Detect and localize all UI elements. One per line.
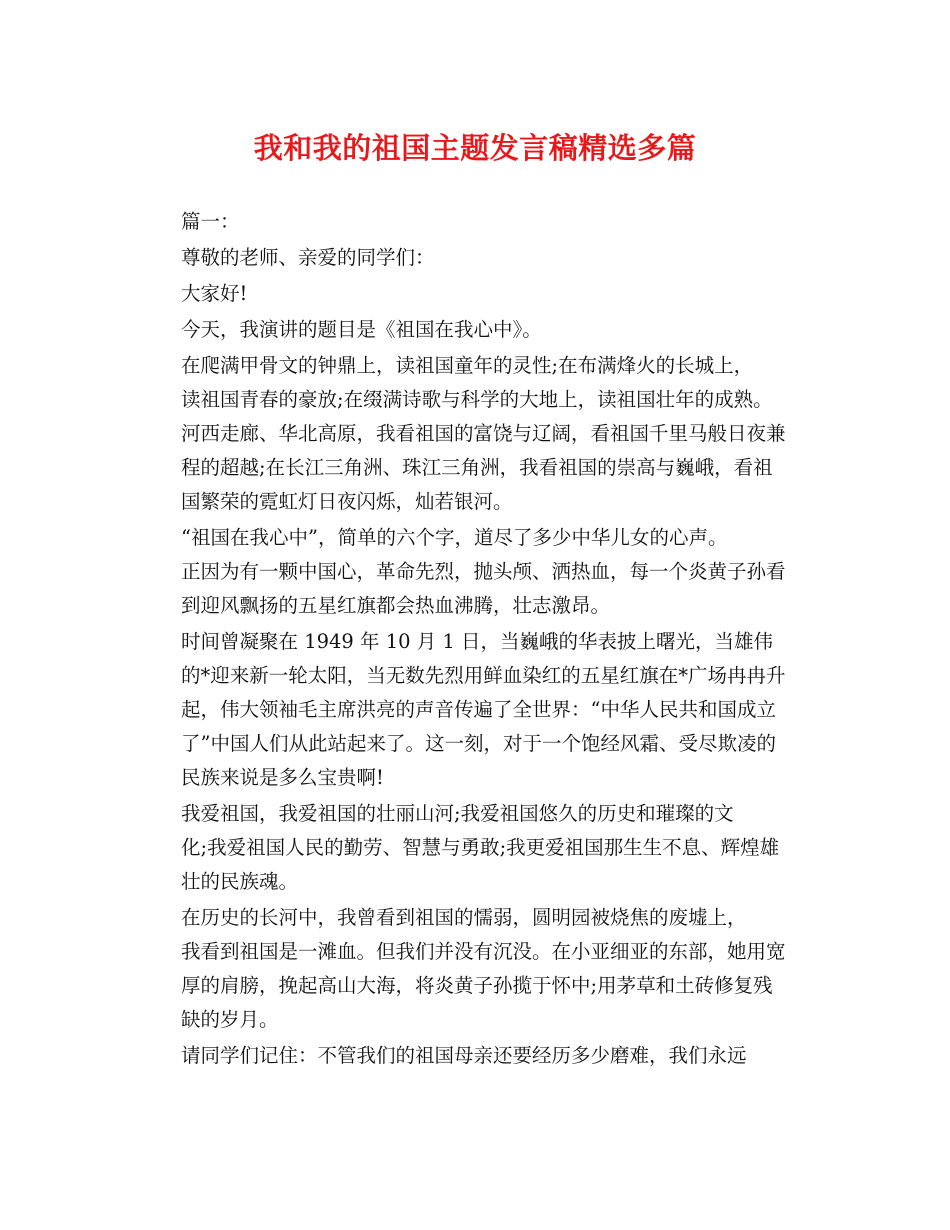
paragraph-line: “祖国在我心中”，简单的六个字，道尽了多少中华儿女的心声。 (181, 526, 728, 549)
paragraph (139, 205, 815, 239)
paragraph-line: 缺的岁月。 (181, 1008, 279, 1031)
paragraph-line: 国繁荣的霓虹灯日夜闪烁，灿若银河。 (181, 490, 513, 513)
paragraph-line: 程的超越;在长江三角洲、珠江三角洲，我看祖国的崇高与巍峨，看祖 (181, 456, 773, 479)
paragraph (139, 241, 815, 275)
paragraph-line: 的*迎来新一轮太阳，当无数先烈用鲜血染红的五星红旗在*广场冉冉升 (181, 664, 786, 687)
paragraph-line: 请同学们记住：不管我们的祖国母亲还要经历多少磨难，我们永远 (181, 1044, 747, 1067)
paragraph (139, 625, 815, 795)
paragraph-line: 河西走廊、华北高原，我看祖国的富饶与辽阔，看祖国千里马般日夜兼 (181, 422, 786, 445)
paragraph-line: 今天，我演讲的题目是《祖国在我心中》。 (181, 318, 542, 341)
paragraph-line: 壮的民族魂。 (181, 870, 299, 893)
paragraph (139, 521, 815, 623)
paragraph (139, 797, 815, 899)
paragraph-line: 大家好! (181, 282, 248, 305)
paragraph-line: 我看到祖国是一滩血。但我们并没有沉没。在小亚细亚的东部，她用宽 (181, 940, 786, 963)
paragraph-line: 在爬满甲骨文的钟鼎上，读祖国童年的灵性;在布满烽火的长城上， (181, 354, 754, 377)
paragraph-line: 尊敬的老师、亲爱的同学们： (181, 246, 435, 269)
paragraph-line: 读祖国青春的豪放;在缀满诗歌与科学的大地上，读祖国壮年的成熟。 (181, 388, 773, 411)
paragraph-line: 正因为有一颗中国心，革命先烈，抛头颅、洒热血，每一个炎黄子孙看 (181, 560, 786, 583)
paragraph (139, 349, 815, 519)
paragraph (139, 313, 815, 347)
paragraph-line: 化;我爱祖国人民的勤劳、智慧与勇敢;我更爱祖国那生生不息、辉煌雄 (181, 836, 780, 859)
paragraph (139, 901, 815, 1037)
paragraph (139, 277, 815, 311)
paragraph-line: 厚的肩膀，挽起高山大海，将炎黄子孙揽于怀中;用茅草和土砖修复残 (181, 974, 773, 997)
paragraph-line: 了”中国人们从此站起来了。这一刻，对于一个饱经风霜、受尽欺凌的 (181, 732, 776, 755)
paragraph-line: 到迎风飘扬的五星红旗都会热血沸腾，壮志激昂。 (181, 594, 611, 617)
paragraph-line: 时间曾凝聚在 1949 年 10 月 1 日，当巍峨的华表披上曙光，当雄伟 (181, 630, 774, 653)
paragraph-line: 在历史的长河中，我曾看到祖国的懦弱，圆明园被烧焦的废墟上， (181, 906, 747, 929)
paragraph-line: 民族来说是多么宝贵啊! (181, 766, 384, 789)
paragraph-line: 我爱祖国，我爱祖国的壮丽山河;我爱祖国悠久的历史和璀璨的文 (181, 802, 734, 825)
paragraph-line: 篇一： (181, 210, 240, 233)
document-body (139, 205, 815, 1075)
paragraph-line: 起，伟大领袖毛主席洪亮的声音传遍了全世界：“中华人民共和国成立 (181, 698, 776, 721)
paragraph (139, 1039, 815, 1073)
document-title: 我和我的祖国主题发言稿精选多篇 (253, 131, 697, 165)
